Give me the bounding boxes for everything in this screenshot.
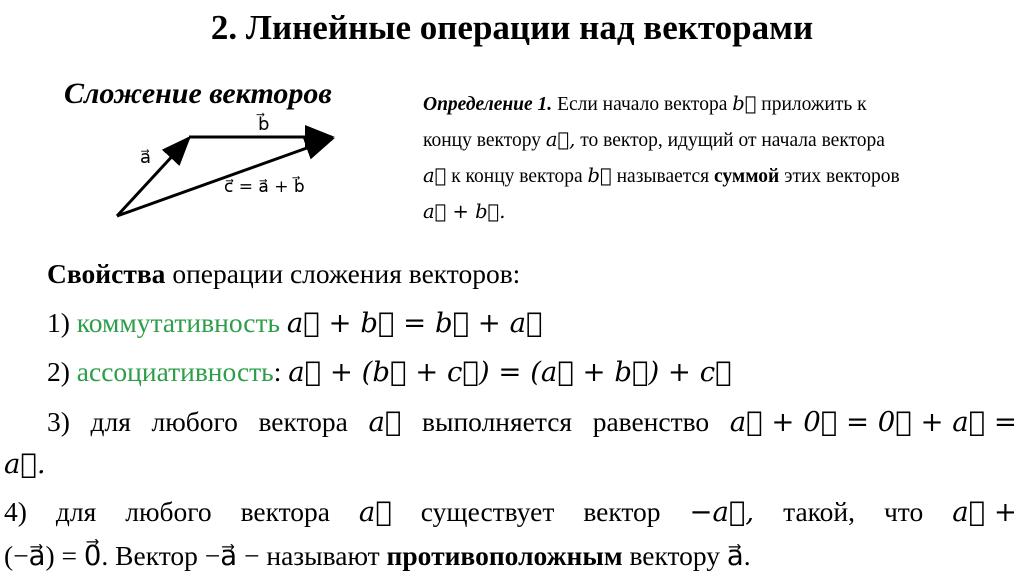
p4-word: такой, [783, 496, 855, 527]
properties-heading-text: операции сложения векторов: [172, 258, 521, 289]
vector-symbol: a⃗ [368, 406, 402, 438]
vector-a-label: a⃗ [140, 147, 152, 168]
vector-symbol: a⃗ [358, 496, 392, 528]
page-title: 2. Линейные операции над векторами [210, 8, 814, 47]
definition-line-1 [423, 86, 1018, 122]
p3-word: равенство [592, 406, 710, 437]
definition-text: Если начало вектора [557, 94, 728, 115]
vector-symbol: −a⃗, [689, 496, 755, 528]
vector-symbol: b⃗ [587, 164, 612, 187]
p4-word: что [883, 496, 924, 527]
definition-text: приложить к [761, 94, 867, 115]
vector-sum-diagram [100, 108, 335, 228]
definition-text: к концу вектора [451, 166, 583, 187]
definition-label: Определение 1. [423, 94, 553, 115]
property-formula: a⃗ + b⃗ = b⃗ + a⃗ [286, 307, 543, 339]
p4-word: 4) [4, 496, 27, 527]
vector-symbol: a⃗ [423, 164, 447, 187]
p3-word: вектора [258, 406, 348, 437]
p3-word: любого [151, 406, 238, 437]
definition-block [423, 86, 1018, 230]
property-number: 2) [47, 356, 70, 387]
definition-text: концу вектору [423, 130, 541, 151]
p3-word: выполняется [422, 406, 573, 437]
properties-heading-bold: Свойства [47, 258, 166, 289]
definition-text: называется [616, 166, 710, 187]
p3-word: для [90, 406, 131, 437]
vector-c-label: c⃗ = a⃗ + b⃗ [224, 177, 305, 197]
definition-line-3 [423, 158, 1018, 194]
p4-word: вектора [240, 496, 330, 527]
definition-text: этих векторов [784, 166, 900, 187]
section-subtitle: Сложение векторов [64, 77, 332, 110]
property-1 [47, 307, 543, 339]
property-colon: : [273, 356, 282, 387]
property-4 [4, 496, 1017, 528]
p4b-term: противоположным [386, 540, 623, 571]
property-3 [47, 406, 1017, 438]
definition-term: суммой [714, 166, 780, 187]
vector-b-label: b⃗ [258, 114, 270, 135]
p4-word: для [55, 496, 97, 527]
property-number: 1) [47, 307, 70, 338]
properties-heading [47, 258, 520, 290]
definition-line-4 [423, 194, 1018, 230]
definition-text: то вектор, идущий от начала вектора [580, 130, 885, 151]
sum-formula: a⃗ + b⃗. [423, 200, 506, 223]
property-3-continuation: a⃗. [4, 448, 46, 480]
p4b-text: вектору a⃗. [629, 540, 751, 571]
property-formula: a⃗ + [952, 496, 1017, 528]
vector-symbol: a⃗, [545, 128, 576, 151]
property-formula: a⃗ + 0⃗ = 0⃗ + a⃗ = [729, 406, 1017, 438]
p3-word: 3) [47, 406, 70, 437]
property-4-continuation [4, 540, 751, 572]
property-formula: a⃗ + (b⃗ + c⃗) = (a⃗ + b⃗) + c⃗ [288, 356, 732, 388]
p4b-text: (−a⃗) = 0⃗. Вектор −a⃗ − называют [4, 540, 380, 571]
property-name: ассоциативность [76, 356, 274, 387]
property-name: коммутативность [76, 307, 281, 338]
vector-symbol: b⃗ [732, 92, 757, 115]
definition-line-2 [423, 122, 1018, 158]
property-2 [47, 356, 732, 388]
p4-word: существует [420, 496, 555, 527]
p4-word: любого [125, 496, 212, 527]
p4-word: вектор [583, 496, 661, 527]
